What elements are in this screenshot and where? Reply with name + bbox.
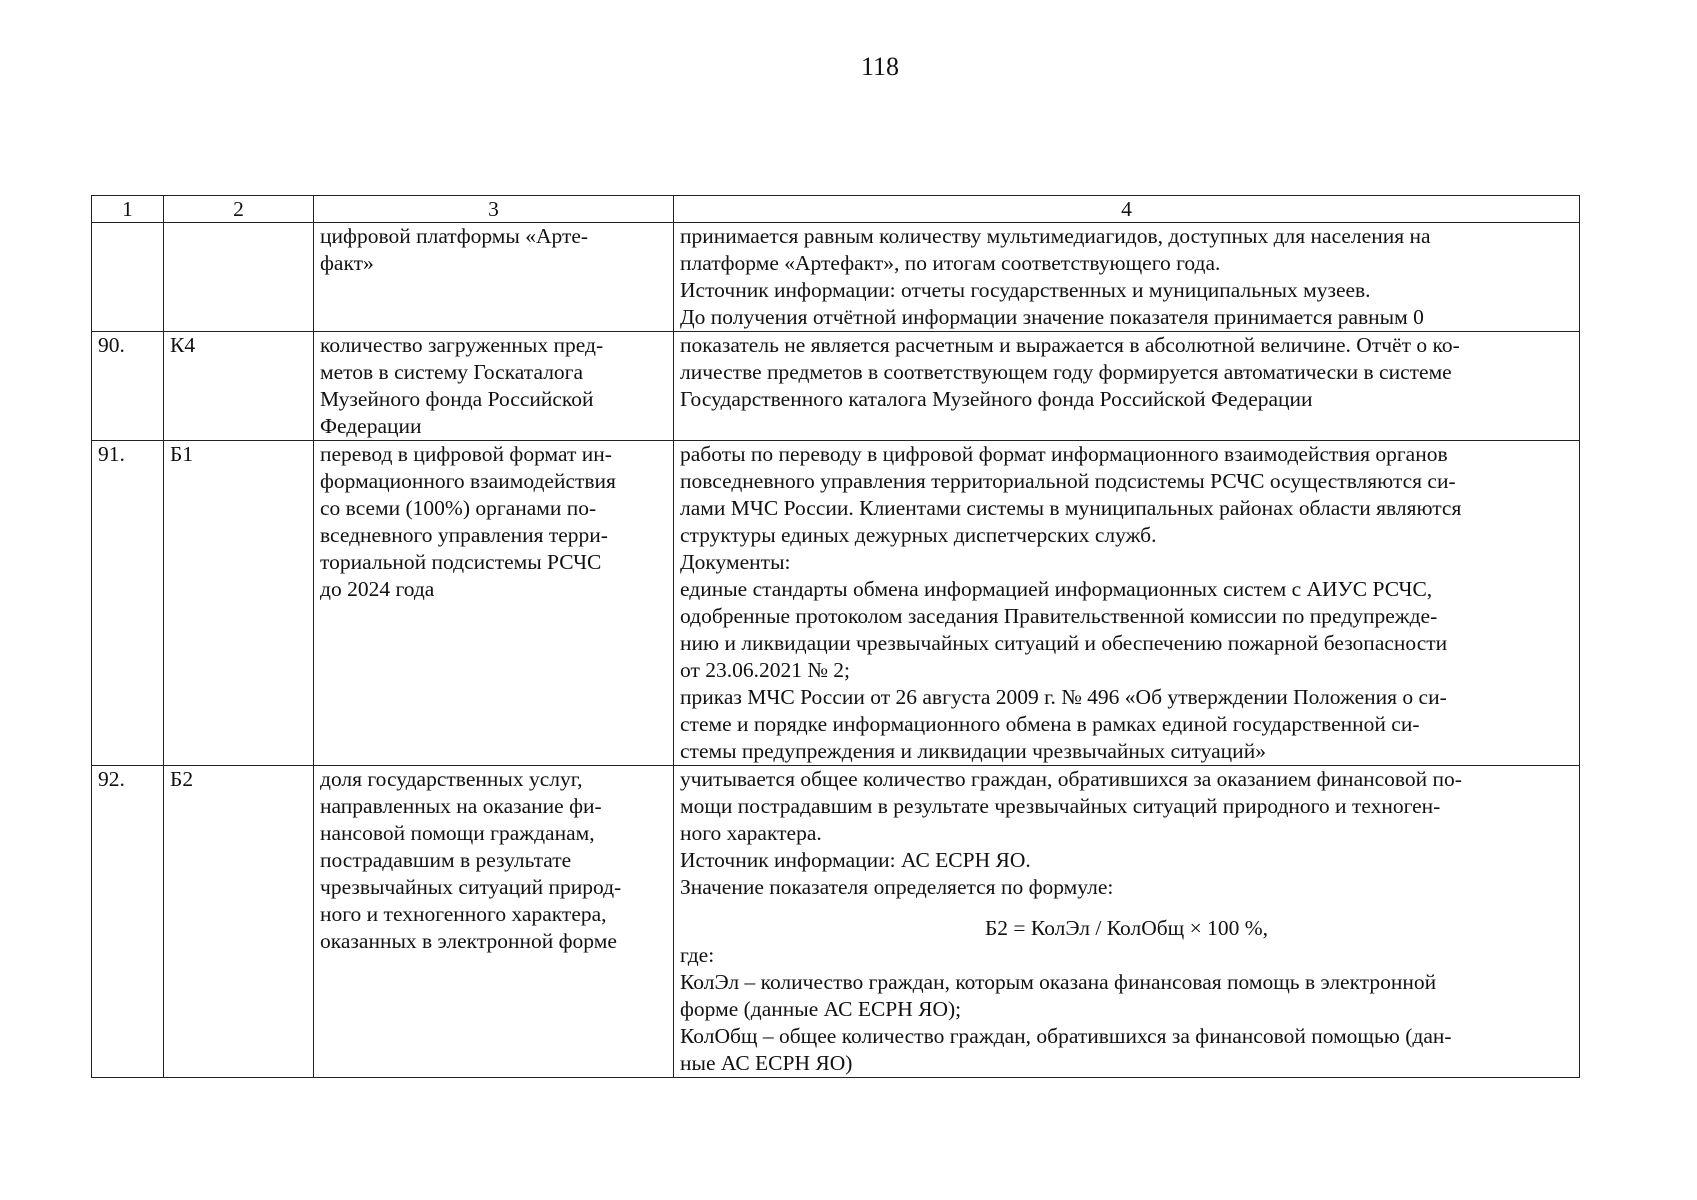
description-line: ные АС ЕСРН ЯО) [680, 1051, 853, 1075]
formula: Б2 = КолЭл / КолОбщ × 100 %, [984, 916, 1269, 940]
indicator-code: Б1 [164, 441, 314, 766]
row-number [92, 223, 164, 332]
row-number: 91. [92, 441, 164, 766]
table-row [92, 223, 1580, 332]
indicator-code [164, 223, 314, 332]
indicator-name-line: оказанных в электронной форме [320, 929, 617, 953]
indicator-name-line: цифровой платформы «Арте- [320, 224, 589, 248]
indicator-name-line: Музейного фонда Российской [320, 387, 594, 411]
description-line: личестве предметов в соответствующем году формируется автоматически в системе [680, 360, 1452, 384]
description-line: Документы: [680, 550, 791, 574]
column-header-1: 1 [92, 196, 164, 223]
description-line: ного характера. [680, 821, 822, 845]
description-line: принимается равным количеству мультимедиагидов, доступных для населения на [680, 224, 1431, 248]
indicator-name-line: чрезвычайных ситуаций природ- [320, 875, 622, 899]
description-line: Источник информации: АС ЕСРН ЯО. [680, 848, 1031, 872]
description-line: лами МЧС России. Клиентами системы в муниципальных районах области являются [680, 496, 1462, 520]
description-line: платформе «Артефакт», по итогам соответствующего года. [680, 251, 1221, 275]
row-number: 92. [92, 766, 164, 1078]
description-line: До получения отчётной информации значение показателя принимается равным 0 [680, 305, 1424, 329]
indicator-name [314, 223, 674, 332]
indicator-name-line: до 2024 года [320, 577, 435, 601]
table-row [92, 441, 1580, 766]
description-line: работы по переводу в цифровой формат информационного взаимодействия органов [680, 442, 1448, 466]
description-line: Государственного каталога Музейного фонда Российской Федерации [680, 387, 1313, 411]
indicator-name [314, 441, 674, 766]
indicator-name-line: доля государственных услуг, [320, 767, 583, 791]
indicator-table [91, 195, 1580, 1078]
indicator-code: Б2 [164, 766, 314, 1078]
indicator-name-line: факт» [320, 251, 374, 275]
description-line: мощи пострадавшим в результате чрезвычайных ситуаций природного и техноген- [680, 794, 1441, 818]
indicator-name-line: формационного взаимодействия [320, 469, 616, 493]
table-row [92, 766, 1580, 1078]
column-header-3: 3 [314, 196, 674, 223]
description-line: единые стандарты обмена информацией информационных систем с АИУС РСЧС, [680, 577, 1433, 601]
indicator-name-line: Федерации [320, 414, 422, 438]
description-line: учитывается общее количество граждан, обратившихся за оказанием финансовой по- [680, 767, 1462, 791]
table-row [92, 332, 1580, 441]
description-line: Источник информации: отчеты государственных и муниципальных музеев. [680, 278, 1371, 302]
description-line: от 23.06.2021 № 2; [680, 658, 850, 682]
description-line: повседневного управления территориальной подсистемы РСЧС осуществляются си- [680, 469, 1456, 493]
indicator-name-line: ного и техногенного характера, [320, 902, 607, 926]
row-number: 90. [92, 332, 164, 441]
column-header-4: 4 [674, 196, 1580, 223]
description-line: одобренные протоколом заседания Правительственной комиссии по предупрежде- [680, 604, 1438, 628]
indicator-name-line: нансовой помощи гражданам, [320, 821, 595, 845]
description-line: структуры единых дежурных диспетчерских служб. [680, 523, 1157, 547]
indicator-name-line: метов в систему Госкаталога [320, 360, 584, 384]
description-line: Значение показателя определяется по формуле: [680, 875, 1114, 899]
indicator-description [674, 441, 1580, 766]
header-row [92, 196, 1580, 223]
indicator-name-line: вседневного управления терри- [320, 523, 608, 547]
indicator-name [314, 332, 674, 441]
description-line: стемы предупреждения и ликвидации чрезвычайных ситуаций» [680, 739, 1266, 763]
indicator-name-line: ториальной подсистемы РСЧС [320, 550, 602, 574]
description-line: КолОбщ – общее количество граждан, обратившихся за финансовой помощью (дан- [680, 1024, 1452, 1048]
indicator-name-line: со всеми (100%) органами по- [320, 496, 597, 520]
indicator-name [314, 766, 674, 1078]
description-line: приказ МЧС России от 26 августа 2009 г. № 496 «Об утверждении Положения о си- [680, 685, 1447, 709]
description-line: форме (данные АС ЕСРН ЯО); [680, 997, 962, 1021]
description-line: стеме и порядке информационного обмена в рамках единой государственной си- [680, 712, 1420, 736]
indicator-name-line: перевод в цифровой формат ин- [320, 442, 612, 466]
indicator-name-line: количество загруженных пред- [320, 333, 604, 357]
description-line: показатель не является расчетным и выражается в абсолютной величине. Отчёт о ко- [680, 333, 1460, 357]
indicator-description [674, 332, 1580, 441]
indicator-description [674, 766, 1580, 1078]
indicator-name-line: пострадавшим в результате [320, 848, 572, 872]
description-line: КолЭл – количество граждан, которым оказана финансовая помощь в электронной [680, 970, 1437, 994]
indicator-name-line: направленных на оказание фи- [320, 794, 602, 818]
page-number: 118 [860, 52, 900, 81]
description-line: нию и ликвидации чрезвычайных ситуаций и обеспечению пожарной безопасности [680, 631, 1448, 655]
table-body [92, 223, 1580, 1078]
column-header-2: 2 [164, 196, 314, 223]
indicator-code: К4 [164, 332, 314, 441]
description-line: где: [680, 943, 715, 967]
indicator-description [674, 223, 1580, 332]
